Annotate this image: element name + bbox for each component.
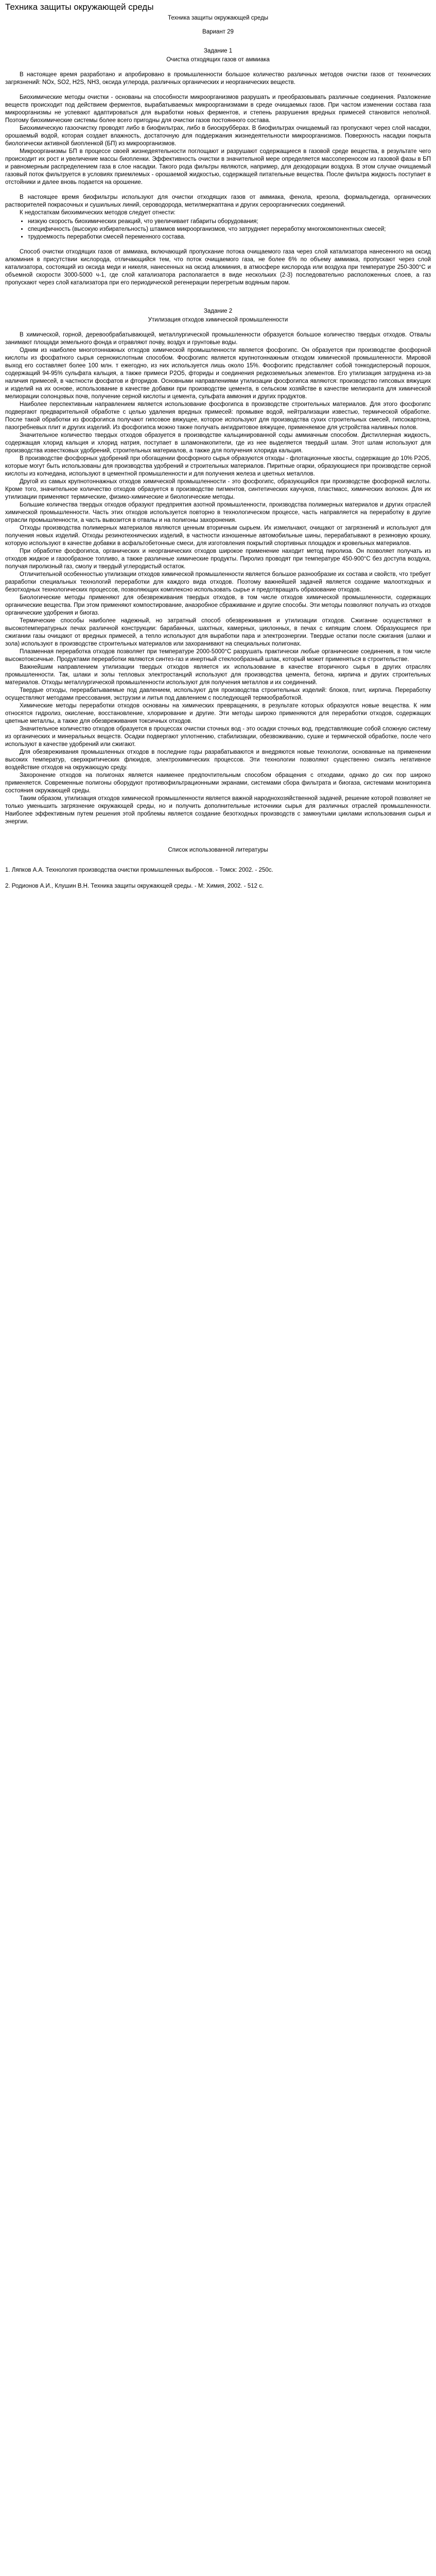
paragraph: Биохимическую газоочистку проводят либо в биофильтрах, либо в биоскрубберах. В биофильтрах очищаемый газ пропускают через слой насадки, орошаемый водой, которая создает влажность, достаточную для поддержания жизнедеятельности микроорганизмов. Поверхность насадки покрыта биологически активной биопленкой (БП) из микроорганизмов. bbox=[5, 125, 431, 147]
paragraph: Химические методы переработки отходов основаны на химических превращениях, в результате которых образуются новые вещества. К ним относятся гидролиз, окисление, восстановление, хлорирование и другие. Эти методы широко применяются для переработки отходов, содержащих цветные металлы, а также для обезвреживания токсичных отходов. bbox=[5, 703, 431, 724]
list-item: • низкую скорость биохимических реакций, что увеличивает габариты оборудования; bbox=[28, 218, 431, 226]
paragraph: Большие количества твердых отходов образуют предприятия азотной промышленности, производства полимерных материалов и других отраслей химической промышленности. Часть этих отходов используется повторно в технологическом процессе, часть направляется на переработку в другие отрасли промышленности, а часть вывозится в отвалы и на полигоны захоронения. bbox=[5, 502, 431, 523]
paragraph: Способ очистки отходящих газов от аммиака, включающий пропускание потока очищаемого газа через слой катализатора нанесенного на оксид алюминия в присутствии кислорода, отличающийся тем, что поток очищаемого газа, не более 6% по объему аммиака, пропускают через слой катализатора, состоящий из оксида меди и никеля, нанесенных на оксид алюминия, в атмосфере кислорода или воздуха при температуре 250-300°С и объемной скорости 3000-5000 ч-1, где слой катализатора располагается в виде нескольких (2-3) последовательно расположенных слоев, а газ пропускают через слой катализатора при его периодической регенерации перегретым водяным паром. bbox=[5, 249, 431, 286]
paragraph: В химической, горной, деревообрабатывающей, металлургической промышленности образуется большое количество твердых отходов. Отвалы занимают площади земельного фонда и отравляют почву, воздух и грунтовые воды. bbox=[5, 332, 431, 346]
paragraph: При обработке фосфогипса, органических и неорганических отходов широкое применение находит метод пиролиза. Он позволяет получать из отходов жидкое и газообразное топливо, а также различные химические продукты. Пиролиз проводят при температуре 450-900°С без доступа воздуха, получая пиролизный газ, смолу и твердый углеродистый остаток. bbox=[5, 548, 431, 570]
paragraph: Таким образом, утилизация отходов химической промышленности является важной народнохозяйственной задачей, решение которой позволяет не только уменьшить загрязнение окружающей среды, но и получить дополнительные источники сырья для различных отраслей промышленности. Наиболее эффективным путем решения этой проблемы является создание безотходных производств с замкнутыми циклами использования сырья и энергии. bbox=[5, 795, 431, 825]
paragraph: Твердые отходы, перерабатываемые под давлением, используют для производства строительных изделий: блоков, плит, кирпича. Переработку осуществляют методами прессования, экструзии и литья под давлением с последующей термообработкой. bbox=[5, 687, 431, 701]
paragraph: Плазменная переработка отходов позволяет при температуре 2000-5000°С разрушать практически любые органические соединения, в том числе высокотоксичные. Продуктами переработки являются синтез-газ и инертный стеклообразный шлак, который может применяться в строительстве. bbox=[5, 649, 431, 663]
document-page bbox=[0, 0, 436, 905]
task-1-title: Очистка отходящих газов от аммиака bbox=[166, 57, 270, 63]
list-item: • специфичность (высокую избирательность) штаммов микроорганизмов, что затрудняет переработку многокомпонентных смесей; bbox=[28, 226, 431, 233]
disadvantages-list bbox=[5, 218, 431, 241]
task-2-title: Утилизация отходов химической промышленности bbox=[148, 317, 288, 323]
document-subtitle: Техника защиты окружающей среды bbox=[167, 15, 269, 21]
document-title: Техника защиты окружающей среды bbox=[5, 2, 154, 12]
paragraph: Захоронение отходов на полигонах является наименее предпочтительным способом обращения с отходами, однако до сих пор широко применяется. Современные полигоны оборудуют противофильтрационными экранами, системами сбора фильтрата и биогаза, системами мониторинга состояния окружающей среды. bbox=[5, 772, 431, 794]
paragraph: Отличительной особенностью утилизации отходов химической промышленности является большое разнообразие их состава и свойств, что требует разработки специальных технологий переработки для каждого вида отходов. Поэтому важнейшей задачей является создание малоотходных и безотходных технологических процессов, позволяющих комплексно использовать сырье и предотвращать образование отходов. bbox=[5, 571, 431, 593]
task-1-label: Задание 1 bbox=[203, 48, 233, 54]
paragraph: В настоящее время биофильтры используют для очистки отходящих газов от аммиака, фенола, крезола, формальдегида, органических растворителей покрасочных и сушильных линий, сероводорода, метилмеркаптана и других сероорганических соединений. bbox=[5, 194, 431, 208]
paragraph: Биологические методы применяют для обезвреживания твердых отходов, в том числе отходов химической промышленности, содержащих органические вещества. При этом применяют компостирование, анаэробное сбраживание и другие способы. Эти методы позволяют получать из отходов органические удобрения и биогаз. bbox=[5, 595, 431, 616]
paragraph: В настоящее время разработано и апробировано в промышленности большое количество различных методов очистки газов от технических загрязнений: NOx, SO2, H2S, NH3, оксида углерода, различных органических и неорганических веществ. bbox=[5, 72, 431, 86]
task-2-section bbox=[5, 308, 431, 826]
references-title: Список использованной литературы bbox=[168, 847, 268, 853]
paragraph: Важнейшим направлением утилизации твердых отходов является их использование в качестве вторичного сырья в других отраслях промышленности. Так, шлаки и золы тепловых электростанций используют для производства цемента, бетона, кирпича и других строительных материалов. Отходы металлургической промышленности используют для получения металлов и их соединений. bbox=[5, 664, 431, 686]
paragraph: Для обезвреживания промышленных отходов в последние годы разрабатываются и внедряются новые технологии, основанные на применении высоких температур, сверхкритических флюидов, электрохимических процессов. Эти технологии позволяют существенно снизить негативное воздействие отходов на окружающую среду. bbox=[5, 749, 431, 771]
variant-label: Вариант 29 bbox=[202, 29, 234, 35]
reference-item: 1. Ляпков А.А. Технология производства очистки промышленных выбросов. - Томск: 2002. - 250с. bbox=[5, 867, 273, 873]
paragraph: Микроорганизмы БП в процессе своей жизнедеятельности поглощают и разрушают содержащиеся в газовой среде вещества, в результате чего происходит их рост и увеличение массы биопленки. Эффективность очистки в значительной мере определяется массопереносом из газовой фазы в БП и равномерным распределением газа в слое насадки. Такого рода фильтры являются, например, для дезодорации воздуха. В этом случае очищаемый газовый поток фильтруется в условиях приемлемых - орошаемой жидкостью, содержащей питательные вещества. После фильтра жидкость поступает в отстойники и далее вновь подается на орошение. bbox=[5, 148, 431, 185]
reference-item: 2. Родионов А.И., Клушин В.Н. Техника защиты окружающей среды. - М: Химия, 2002. - 512 с. bbox=[5, 883, 264, 889]
paragraph: Значительное количество отходов образуется в процессах очистки сточных вод - это осадки сточных вод, представляющие собой сложную систему из органических и минеральных веществ. Осадки подвергают уплотнению, стабилизации, обезвоживанию, сушке и термической обработке, после чего используют в качестве удобрений или сжигают. bbox=[5, 726, 431, 748]
paragraph: Отходы производства полимерных материалов являются ценным вторичным сырьем. Их измельчают, очищают от загрязнений и используют для получения новых изделий. Отходы резинотехнических изделий, в частности изношенные автомобильные шины, перерабатывают в резиновую крошку, которую используют в качестве добавки в асфальтобетонные смеси, для изготовления покрытий спортивных площадок и кровельных материалов. bbox=[5, 525, 431, 547]
list-item: • трудоемкость переработки смесей переменного состава. bbox=[28, 233, 431, 241]
paragraph: Значительное количество твердых отходов образуется в производстве кальцинированной соды аммиачным способом. Дистиллерная жидкость, содержащая хлорид кальция и хлорид натрия, поступает в шламонакопители, где из нее выделяется твердый шлам. Этот шлам используют для производства известковых удобрений, строительных материалов, а также для получения хлорида кальция. bbox=[5, 432, 431, 454]
paragraph: Термические способы наиболее надежный, но затратный способ обезвреживания и утилизации отходов. Сжигание осуществляют в высокотемпературных печах различной конструкции: барабанных, шахтных, камерных, циклонных, в печах с кипящим слоем. Образующиеся при сжигании газы очищают от вредных примесей, а тепло используют для выработки пара и электроэнергии. Твердые остатки после сжигания (шлаки и зола) используют в производстве строительных материалов или захоранивают на специальных полигонах. bbox=[5, 618, 431, 647]
paragraph: Наиболее перспективным направлением является использование фосфогипса в производстве строительных материалов. Для этого фосфогипс подвергают предварительной обработке с целью удаления вредных примесей: промывке водой, нейтрализации известью, термической обработке. После такой обработки из фосфогипса получают гипсовое вяжущее, которое используют для производства сухих строительных смесей, гипсокартона, пазогребневых плит и других изделий. Из фосфогипса можно также получать ангидритовое вяжущее, применяемое для устройства наливных полов. bbox=[5, 401, 431, 431]
paragraph: Биохимические методы очистки - основаны на способности микроорганизмов разрушать и преобразовывать различные соединения. Разложение веществ происходит под действием ферментов, вырабатываемых микроорганизмами в среде очищаемых газов. При частом изменении состава газа микроорганизмы не успевают адаптироваться для выработки новых ферментов, и степень разрушения вредных примесей становится неполной. Поэтому биохимические системы более всего пригодны для очистки газов постоянного состава. bbox=[5, 94, 431, 124]
paragraph: Другой из самых крупнотоннажных отходов химической промышленности - это фосфогипс, образующийся при производстве фосфорной кислоты. Кроме того, значительное количество отходов образуется в производстве пигментов, синтетических каучуков, пластмасс, химических волокон. Для их утилизации применяют термические, физико-химические и биологические методы. bbox=[5, 479, 431, 500]
paragraph: Одним из наиболее многотоннажных отходов химической промышленности является фосфогипс. Он образуется при производстве фосфорной кислоты из фосфатного сырья сернокислотным способом. Фосфогипс является крупнотоннажным отходом химической промышленности. Мировой выход его составляет более 100 млн. т ежегодно, из них используется лишь около 15%. Фосфогипс представляет собой тонкодисперсный порошок, содержащий 94-95% сульфата кальция, а также примеси P2O5, фториды и соединения редкоземельных элементов. Его утилизация затруднена из-за наличия примесей, в частности фосфатов и фторидов. Основными направлениями утилизации фосфогипса являются: производство гипсовых вяжущих и изделий на их основе, использование в качестве добавки при производстве цемента, в сельском хозяйстве в качестве мелиоранта для химической мелиорации солонцовых почв, получение серной кислоты и цемента, сульфата аммония и других продуктов. bbox=[5, 347, 431, 400]
paragraph: К недостаткам биохимических методов следует отнести: bbox=[20, 210, 176, 216]
references-section bbox=[5, 846, 431, 890]
task-1-section bbox=[5, 47, 431, 287]
task-2-label: Задание 2 bbox=[203, 308, 233, 314]
paragraph: В производстве фосфорных удобрений при обогащении фосфорного сырья образуются отходы - флотационные хвосты, содержащие до 10% P2O5, которые могут быть использованы для производства удобрений и строительных материалов. Пиритные огарки, образующиеся при производстве серной кислоты из колчедана, используют в цементной промышленности и для получения железа и цветных металлов. bbox=[5, 455, 431, 477]
